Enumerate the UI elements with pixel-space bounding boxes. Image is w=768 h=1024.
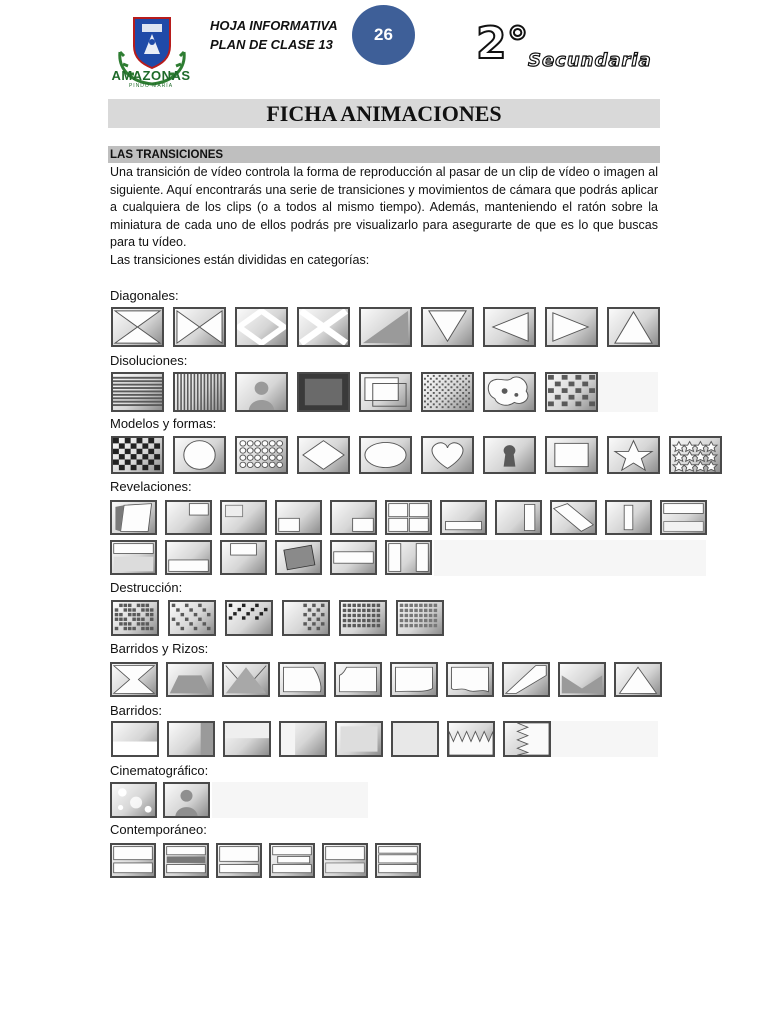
wipe-fade-icon [391, 721, 439, 757]
ellipse-icon [359, 436, 412, 474]
row-modelos [111, 436, 722, 474]
wipe-down-icon [223, 721, 271, 757]
dark-fade-icon [297, 372, 350, 412]
stack-3b-icon [269, 843, 315, 878]
category-disoluciones: Disoluciones: [110, 353, 188, 368]
overlap-frames-icon [359, 372, 412, 412]
category-modelos: Modelos y formas: [110, 416, 217, 431]
bokeh-icon [110, 782, 157, 818]
grade-label: 2° [476, 18, 529, 69]
scatter-icon [168, 600, 216, 636]
category-barridos-rizos: Barridos y Rizos: [110, 641, 209, 656]
row-filler [548, 721, 658, 757]
page-number-badge: 26 [352, 5, 415, 65]
vertical-split-icon [385, 540, 432, 575]
rectangle-icon [545, 436, 598, 474]
hourglass-icon [110, 662, 158, 697]
stars-icon [669, 436, 722, 474]
category-contemporaneo: Contemporáneo: [110, 822, 207, 837]
bowtie-icon [111, 307, 164, 347]
corner-bottom-left-icon [275, 500, 322, 535]
corner-top-icon [220, 500, 267, 535]
diagonal-curl-icon [502, 662, 550, 697]
circle-icon [173, 436, 226, 474]
header-line-2: PLAN DE CLASE 13 [210, 37, 333, 52]
row-diagonales [111, 307, 660, 347]
page-curl-icon [278, 662, 326, 697]
wipe-up-icon [111, 721, 159, 757]
middle-band-icon [330, 540, 377, 575]
paragraph-text: Una transición de vídeo controla la forma de reproducción al pasar de un clip de vídeo o imagen al siguiente. Aquí encontrarás una serie de transiciones y movimientos de cámara que podrás aplicar a cualquiera de los clips (o a todos al mismo tiempo). Además, manteniendo el ratón sobre la miniatura de cada uno de ellos podrás pre visualizarlo para asegurarte de que es lo que buscas para tu vídeo. [110, 165, 658, 250]
fold-icon [550, 500, 597, 535]
page-title: FICHA ANIMACIONES [266, 101, 502, 126]
category-destruccion: Destrucción: [110, 580, 183, 595]
logo-text: AMAZONAS [111, 68, 191, 83]
rotate-card-icon [275, 540, 322, 575]
stack-3-icon [163, 843, 209, 878]
blur-person-icon [163, 782, 210, 818]
blocks-icon [545, 372, 598, 412]
level-label: Secundaria [528, 50, 652, 71]
row-disoluciones [111, 372, 598, 412]
row-contemporaneo [110, 843, 421, 878]
wipe-soft-icon [335, 721, 383, 757]
row-revelaciones-1 [110, 500, 707, 535]
row-filler [596, 372, 658, 412]
peak-icon [222, 662, 270, 697]
logo-subtext: PINDO MARÍA [128, 83, 174, 89]
section-label: LAS TRANSICIONES [110, 149, 224, 161]
fade-person-icon [235, 372, 288, 412]
shatter-icon [111, 600, 159, 636]
dither-icon [421, 372, 474, 412]
valley-icon [558, 662, 606, 697]
category-cinematografico: Cinematográfico: [110, 763, 209, 778]
keyhole-icon [483, 436, 536, 474]
tilt-page-icon [110, 500, 157, 535]
category-barridos: Barridos: [110, 703, 163, 718]
wave-curl-icon [446, 662, 494, 697]
corner-top-right-icon [165, 500, 212, 535]
category-revelaciones: Revelaciones: [110, 479, 192, 494]
trapezoid-icon [166, 662, 214, 697]
corner-curl-icon [334, 662, 382, 697]
wipe-left-icon [279, 721, 327, 757]
heart-icon [421, 436, 474, 474]
dot-grid-icon [235, 436, 288, 474]
zigzag-icon [447, 721, 495, 757]
crumble-icon [225, 600, 273, 636]
row-filler [434, 540, 706, 576]
diamond-icon [235, 307, 288, 347]
stack-2c-icon [322, 843, 368, 878]
stack-2-icon [110, 843, 156, 878]
vertical-lines-icon [173, 372, 226, 412]
paragraph-intro: Las transiciones están divididas en categorías: [110, 252, 370, 267]
diamond-shape-icon [297, 436, 350, 474]
x-cross-icon [297, 307, 350, 347]
intro-paragraph [110, 164, 658, 270]
grid-blocks-2-icon [396, 600, 444, 636]
checkerboard-icon [111, 436, 164, 474]
stack-2b-icon [216, 843, 262, 878]
row-revelaciones-2 [110, 540, 432, 575]
v-notch-icon [421, 307, 474, 347]
zigzag-vertical-icon [503, 721, 551, 757]
diagonal-wipe-icon [359, 307, 412, 347]
curl-bottom-icon [390, 662, 438, 697]
stack-3c-icon [375, 843, 421, 878]
inset-top-icon [220, 540, 267, 575]
top-bottom-icon [660, 500, 707, 535]
triangle-curl-icon [614, 662, 662, 697]
top-strip-icon [110, 540, 157, 575]
grid-blocks-icon [339, 600, 387, 636]
triangle-up-icon [607, 307, 660, 347]
row-destruccion [111, 600, 444, 636]
row-filler [212, 782, 368, 818]
corner-bottom-right-icon [330, 500, 377, 535]
category-diagonales: Diagonales: [110, 288, 179, 303]
right-strip-icon [495, 500, 542, 535]
header-line-1: HOJA INFORMATIVA [210, 18, 338, 33]
bowtie-horizontal-icon [173, 307, 226, 347]
row-barridos [111, 721, 551, 757]
row-cinematografico [110, 782, 210, 818]
arrow-right-icon [545, 307, 598, 347]
bottom-half-icon [165, 540, 212, 575]
wipe-right-icon [167, 721, 215, 757]
blotch-icon [483, 372, 536, 412]
scatter-right-icon [282, 600, 330, 636]
bottom-strip-icon [440, 500, 487, 535]
row-barridos-rizos [110, 662, 662, 697]
center-bar-icon [605, 500, 652, 535]
cross-split-icon [385, 500, 432, 535]
arrow-left-icon [483, 307, 536, 347]
horizontal-lines-icon [111, 372, 164, 412]
star-icon [607, 436, 660, 474]
